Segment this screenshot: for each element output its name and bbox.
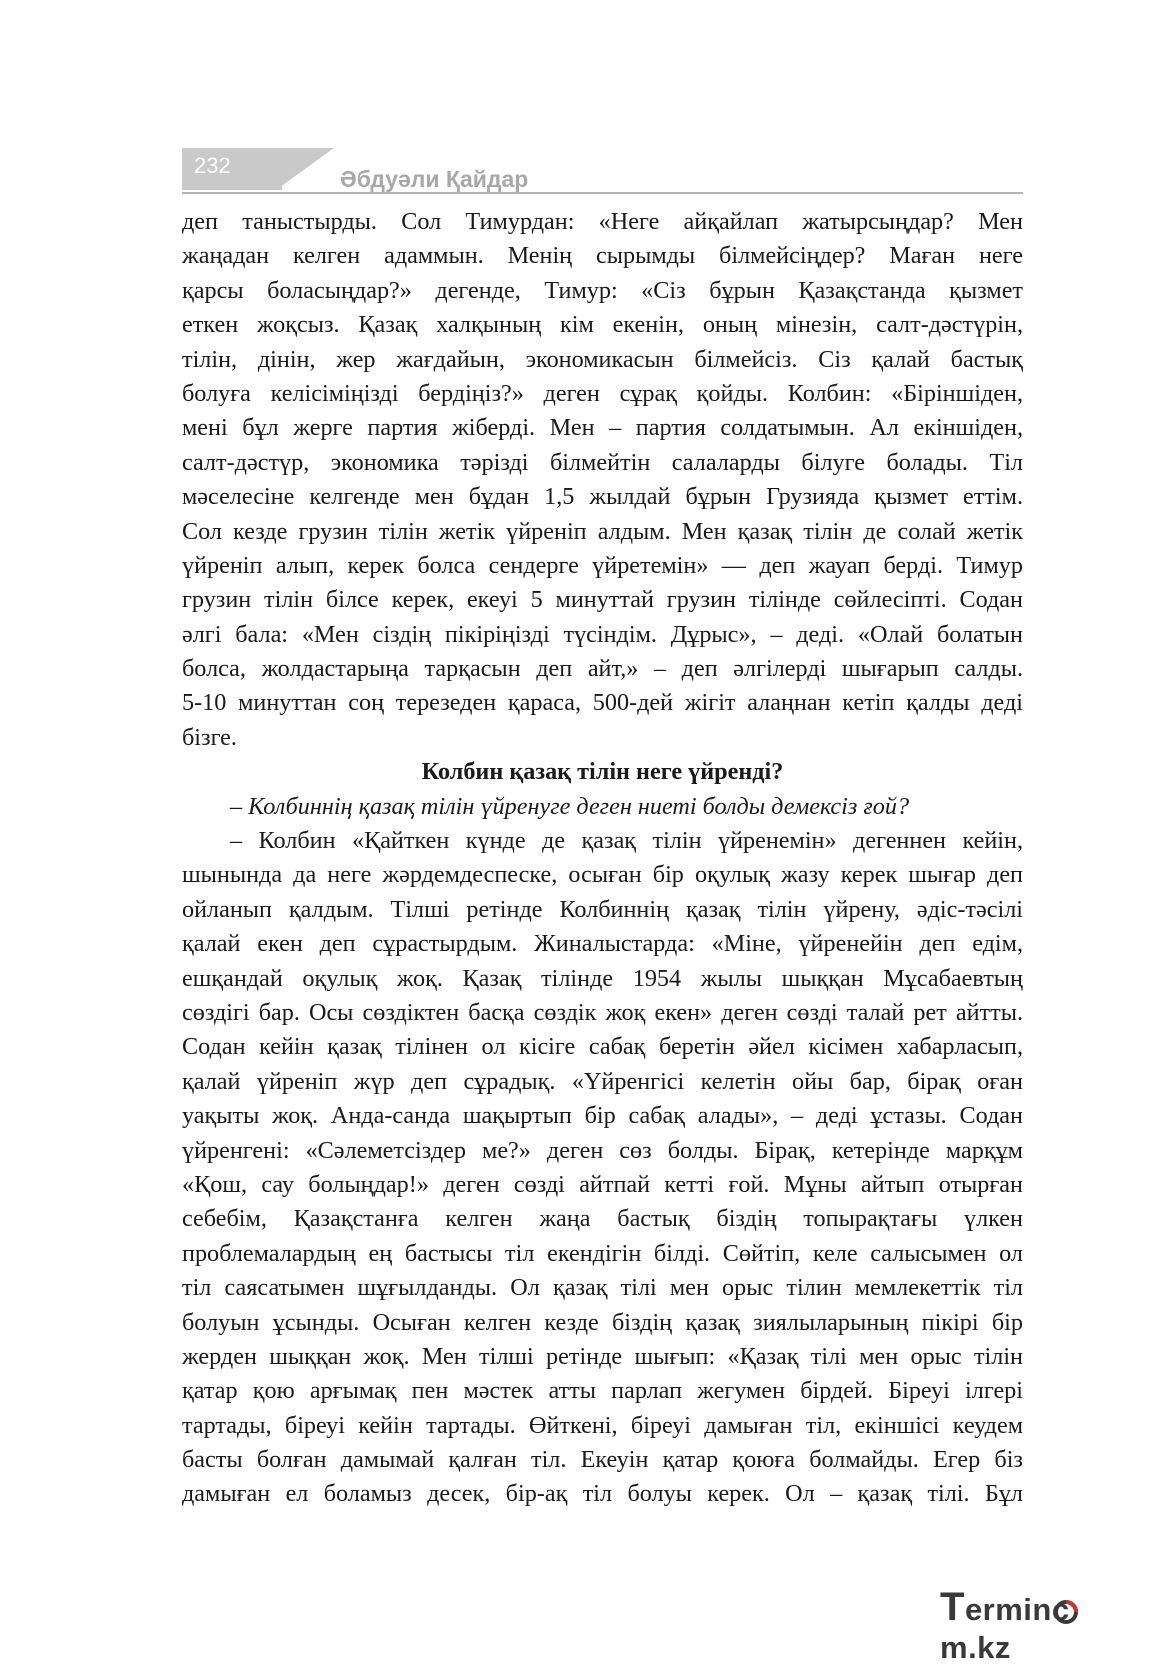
text-line: деп таныстырды. Сол Тимурдан: «Неге айқайлап жатырсыңдар? Мен — [182, 208, 1023, 235]
text-line: салт-дәстүр, экономика тәрізді білмейтін салаларды білуге болады. Тіл — [182, 448, 1023, 476]
text-line: сөздігі бар. Осы сөздіктен басқа сөздік жоқ екен» деген сөзді талай рет айтты. — [182, 998, 1023, 1026]
text-line: мәселесіне келгенде мен бұдан 1,5 жылдай бұрын Грузияда қызмет еттім. — [182, 483, 1023, 511]
text-line: жерден шыққан жоқ. Мен тілші ретінде шығып: «Қазақ тілі мен орыс тілін — [182, 1342, 1023, 1370]
text-line: болса, жолдастарыңа тарқасын деп айт,» – деп әлгілерді шығарып салды. — [182, 655, 1023, 683]
header-rule — [182, 192, 1023, 194]
text-line: 5-10 минуттан соң терезеден қараса, 500-дей жігіт алаңнан кетіп қалды деді — [182, 689, 1023, 717]
section-heading: Колбин қазақ тілін неге үйренді? — [421, 758, 784, 786]
running-header-author: Әбдуәли Қайдар — [340, 166, 529, 192]
interview-question: – Колбиннің қазақ тілін үйренуге деген ниеті болды демексіз ғой? — [230, 792, 910, 820]
page-number: 232 — [194, 153, 231, 178]
text-line: – Колбин «Қайткен күнде де қазақ тілін үйренемін» дегеннен кейін, — [230, 827, 1023, 855]
text-line: Сол кезде грузин тілін жетік үйреніп алдым. Мен қазақ тілін де солай жетік — [182, 517, 1023, 545]
text-line: басты болған дамымай қалған тіл. Екеуін қатар қоюға болмайды. Егер біз — [182, 1446, 1023, 1474]
text-line: болуға келісіміңізді бердіңіз?» деген сұрақ қойды. Колбин: «Біріншіден, — [182, 379, 1023, 407]
text-line: еткен жоқсыз. Қазақ халқының кім екенін, оның мінезін, салт-дәстүрін, — [182, 311, 1023, 339]
header-wedge — [276, 148, 334, 190]
text-line: үйренгені: «Сәлеметсіздер ме?» деген сөз болды. Бірақ, кетерінде марқұм — [182, 1136, 1023, 1164]
text-line: қатар қою арғымақ пен мәстек атты парлап жегумен бірдей. Біреуі ілгері — [182, 1377, 1023, 1405]
text-line: тартады, біреуі кейін тартады. Өйткені, біреуі дамыған тіл, екіншісі кеудем — [182, 1411, 1023, 1439]
text-line: «Қош, сау болыңдар!» деген сөзді айтпай кетті ғой. Мұны айтып отырған — [182, 1170, 1023, 1198]
text-line: бізге. — [182, 723, 237, 751]
text-line: шынында да неге жәрдемдеспеске, осыған бір оқулық жазу керек шығар деп — [182, 861, 1023, 889]
watermark-o-accent-icon — [1052, 1598, 1080, 1626]
text-line: әлгі бала: «Мен сіздің пікіріңізді түсіндім. Дұрыс», – деді. «Олай болатын — [182, 620, 1023, 648]
text-line: жаңадан келген адаммын. Менің сырымды білмейсіңдер? Маған неге — [182, 242, 1023, 270]
text-line: қалай екен деп сұрастырдым. Жиналыстарда: «Міне, үйренейін деп едім, — [182, 930, 1023, 958]
text-line: тіл саясатымен шұғылданды. Ол қазақ тілі мен орыс тілин мемлекеттік тіл — [182, 1274, 1023, 1302]
text-line: қарсы боласыңдар?» дегенде, Тимур: «Сіз бұрын Қазақстанда қызмет — [182, 276, 1023, 304]
termincom-watermark-logo: Termincm.kz — [940, 1585, 1070, 1665]
text-line: болуын ұсынды. Осыған келген кезде біздің қазақ зиялыларының пікірі бір — [182, 1308, 1023, 1336]
text-line: уақыты жоқ. Анда-санда шақыртып бір сабақ алады», – деді ұстазы. Содан — [182, 1102, 1023, 1130]
text-line: тілін, дінін, жер жағдайын, экономикасын білмейсіз. Сіз қалай бастық — [182, 345, 1023, 373]
text-line: себебім, Қазақстанға келген жаңа бастық біздің топырақтағы үлкен — [182, 1205, 1023, 1233]
text-line: ойланып қалдым. Тілші ретінде Колбиннің қазақ тілін үйрену, әдіс-тәсілі — [182, 895, 1023, 923]
text-line: ешқандай оқулық жоқ. Қазақ тілінде 1954 жылы шыққан Мұсабаевтың — [182, 964, 1023, 992]
text-line: дамыған ел боламыз десек, бір-ақ тіл болуы керек. Ол – қазақ тілі. Бұл — [182, 1480, 1023, 1508]
text-line: грузин тілін білсе керек, екеуі 5 минуттай грузин тілінде сөйлесіпті. Содан — [182, 586, 1023, 614]
text-line: Содан кейін қазақ тілінен ол кісіге сабақ беретін әйел кісімен хабарласып, — [182, 1033, 1023, 1061]
text-line: мені бұл жерге партия жіберді. Мен – партия солдатымын. Ал екіншіден, — [182, 414, 1023, 442]
text-line: қалай үйреніп жүр деп сұрадық. «Үйренгісі келетін ойы бар, бірақ оған — [182, 1067, 1023, 1095]
text-line: проблемалардың ең бастысы тіл екендігін білді. Сөйтіп, келе салысымен ол — [182, 1239, 1023, 1267]
body-text — [182, 205, 1023, 1512]
text-line: үйреніп алып, керек болса сендерге үйретемін» — деп жауап берді. Тимур — [182, 551, 1023, 579]
